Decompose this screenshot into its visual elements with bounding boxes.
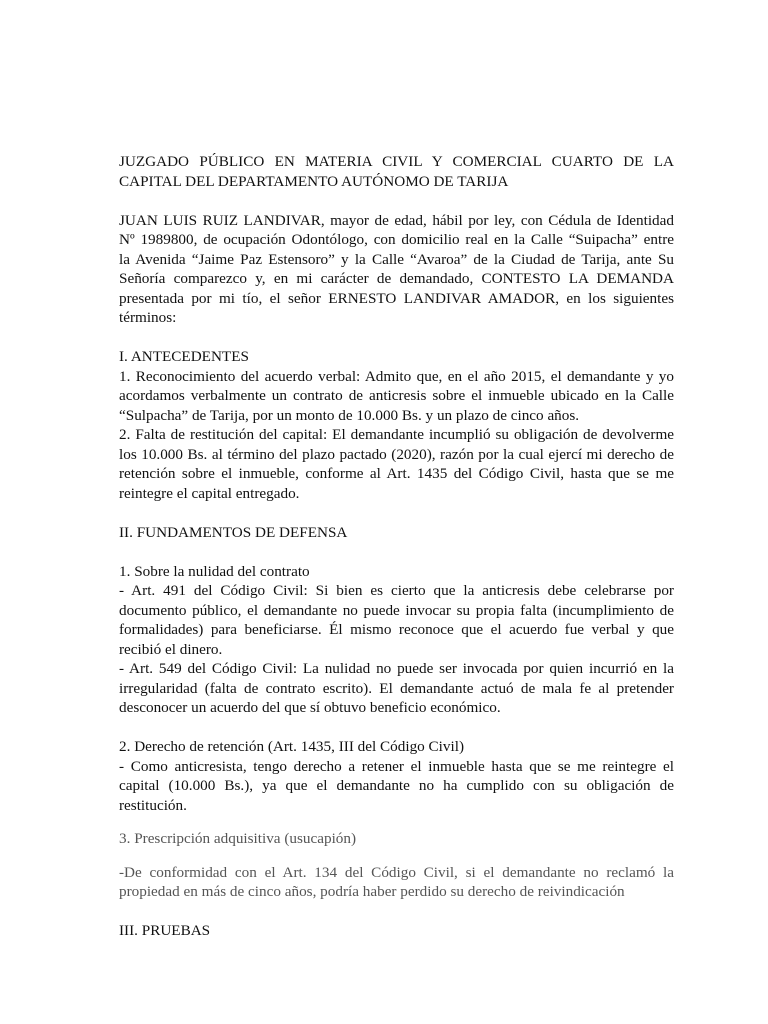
prescripcion-paragraph — [119, 863, 674, 902]
retencion-line: restitución. — [119, 796, 187, 814]
nulidad-line: - Art. 491 del Código Civil: Si bien es cierto que la anticresis debe celebrarse por — [119, 582, 674, 599]
prescripcion-line: -De conformidad con el Art. 134 del Código Civil, si el demandante no reclamó la — [119, 863, 674, 881]
document-page — [119, 152, 674, 941]
antecedentes-line: los 10.000 Bs. al término del plazo pactado (2020), razón por la cual ejercí mi derecho de — [119, 445, 674, 463]
subsection-title: 1. Sobre la nulidad del contrato — [119, 562, 310, 580]
intro-line: Señoría comparezco y, en mi carácter de demandado, CONTESTO LA DEMANDA — [119, 270, 674, 287]
section-heading: I. ANTECEDENTES — [119, 348, 249, 365]
intro-line: la Avenida “Jaime Paz Estensoro” y la Calle “Avaroa” de la Ciudad de Tarija, ante Su — [119, 250, 674, 268]
antecedentes-section — [119, 347, 674, 503]
nulidad-line: irregularidad (falta de contrato escrito). El demandante actuó de mala fe al pretender — [119, 679, 674, 697]
court-header — [119, 152, 674, 191]
retencion-subsection — [119, 737, 674, 815]
court-header-line: JUZGADO PÚBLICO EN MATERIA CIVIL Y COMERCIAL CUARTO DE LA — [119, 153, 674, 170]
subsection-title: 2. Derecho de retención (Art. 1435, III del Código Civil) — [119, 738, 464, 755]
intro-line: términos: — [119, 309, 177, 326]
antecedentes-line: 1. Reconocimiento del acuerdo verbal: Admito que, en el año 2015, el demandante y yo — [119, 367, 674, 385]
nulidad-line: - Art. 549 del Código Civil: La nulidad no puede ser invocada por quien incurrió en la — [119, 660, 674, 677]
nulidad-line: desconocer un acuerdo del que sí obtuvo beneficio económico. — [119, 699, 501, 716]
intro-paragraph — [119, 211, 674, 328]
nulidad-subsection — [119, 562, 674, 718]
nulidad-line: documento público, el demandante no puede invocar su propia falta (incumplimiento de — [119, 601, 674, 619]
pruebas-heading — [119, 921, 674, 941]
fundamentos-heading — [119, 523, 674, 543]
antecedentes-line: “Sulpacha” de Tarija, por un monto de 10.000 Bs. y un plazo de cinco años. — [119, 406, 580, 424]
prescripcion-title-block — [119, 829, 674, 849]
antecedentes-line: acordamos verbalmente un contrato de anticresis sobre el inmueble ubicado en la Calle — [119, 387, 674, 404]
nulidad-line: recibió el dinero. — [119, 640, 223, 658]
antecedentes-line: reintegre el capital entregado. — [119, 484, 300, 502]
intro-line: JUAN LUIS RUIZ LANDIVAR, mayor de edad, hábil por ley, con Cédula de Identidad — [119, 211, 674, 229]
retencion-line: capital (10.000 Bs.), ya que el demandante no ha cumplido con su obligación de — [119, 777, 674, 794]
intro-line: Nº 1989800, de ocupación Odontólogo, con domicilio real en la Calle “Suipacha” entre — [119, 231, 674, 248]
retencion-line: - Como anticresista, tengo derecho a retener el inmueble hasta que se me reintegre el — [119, 757, 674, 775]
court-header-line: CAPITAL DEL DEPARTAMENTO AUTÓNOMO DE TARIJA — [119, 172, 509, 190]
antecedentes-line: 2. Falta de restitución del capital: El demandante incumplió su obligación de devolverme — [119, 426, 674, 443]
intro-line: presentada por mi tío, el señor ERNESTO LANDIVAR AMADOR, en los siguientes — [119, 289, 674, 307]
prescripcion-line: propiedad en más de cinco años, podría haber perdido su derecho de reivindicación — [119, 883, 625, 900]
subsection-title: 3. Prescripción adquisitiva (usucapión) — [119, 830, 357, 847]
nulidad-line: formalidades) para beneficiarse. Él mismo reconoce que el acuerdo fue verbal y que — [119, 621, 674, 638]
section-heading: III. PRUEBAS — [119, 922, 211, 939]
antecedentes-line: retención sobre el inmueble, conforme al Art. 1435 del Código Civil, hasta que se me — [119, 465, 674, 482]
section-heading: II. FUNDAMENTOS DE DEFENSA — [119, 523, 348, 541]
